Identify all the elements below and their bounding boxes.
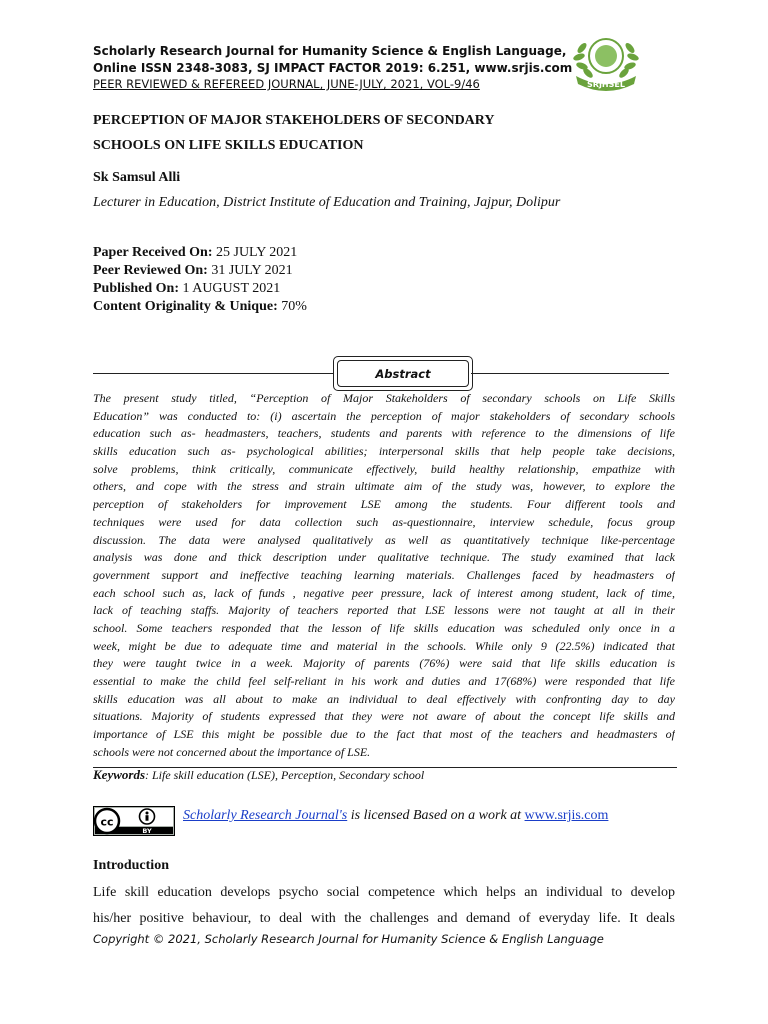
originality-label: Content Originality & Unique: — [93, 299, 278, 314]
abstract-divider-left — [93, 373, 333, 374]
received-value: 25 JULY 2021 — [216, 245, 298, 260]
published-row — [93, 280, 307, 298]
author-affiliation: Lecturer in Education, District Institute of Education and Training, Jajpur, Dolipur — [93, 195, 561, 210]
reviewed-label: Peer Reviewed On: — [93, 263, 208, 278]
received-label: Paper Received On: — [93, 245, 213, 260]
abstract-line: essential to make the child feel self-reliant in his work and duties and 17(68%) were responded that life — [93, 674, 675, 688]
abstract-line: lack of teaching staffs. Majority of teachers reported that LSE lessons were not taught at all in their — [93, 603, 675, 618]
journal-header — [93, 43, 573, 93]
introduction-heading: Introduction — [93, 858, 169, 873]
abstract-line: skills education such as- psychological abilities; interpersonal skills that help people take decisions, — [93, 444, 675, 459]
paper-title — [93, 108, 653, 158]
keywords-label: Keywords — [93, 767, 145, 782]
abstract-line: skills education was all about to make an individual to deal effectively with confronting day to day — [93, 691, 675, 706]
abstract-line: situations. Majority of students expressed that they were not aware of about the concept life skills and — [93, 709, 675, 724]
abstract-line: schools were not concerned about the importance of LSE. — [93, 744, 371, 759]
reviewed-row — [93, 262, 307, 280]
abstract-label: Abstract — [375, 366, 431, 381]
introduction-line-1: Life skill education develops psycho social competence which helps an individual to develop — [93, 885, 675, 900]
abstract-line: The present study titled, “Perception of Major Stakeholders of secondary schools on Life Skills — [93, 391, 675, 405]
originality-row — [93, 298, 307, 316]
cc-by-license-icon — [93, 806, 175, 836]
abstract-label-box — [333, 356, 473, 391]
author-name: Sk Samsul Alli — [93, 170, 181, 185]
originality-value: 70% — [281, 299, 307, 314]
paper-title-line-2: SCHOOLS ON LIFE SKILLS EDUCATION — [93, 138, 364, 153]
logo-text: SRJHSEL — [587, 80, 625, 89]
keywords-text: : Life skill education (LSE), Perception, Secondary school — [145, 768, 425, 782]
journal-issn: Online ISSN 2348-3083, SJ IMPACT FACTOR 2019: 6.251, www.srjis.com — [93, 61, 573, 75]
introduction-body — [93, 880, 675, 932]
abstract-line: discussion. The data were analysed qualitatively as well as quantitatively technique like-percentage — [93, 532, 675, 547]
published-value: 1 AUGUST 2021 — [182, 281, 281, 296]
copyright-footer: Copyright © 2021, Scholarly Research Journal for Humanity Science & English Language — [93, 932, 604, 946]
abstract-line: techniques were used for data collection such as-questionnaire, interview schedule, focus group — [93, 514, 675, 529]
license-statement — [183, 807, 608, 825]
publication-dates — [93, 244, 307, 316]
cc-by-label: BY — [142, 827, 152, 835]
abstract-line: Education” was conducted to: (i) ascertain the perception of major stakeholders of secondary schools — [93, 408, 675, 423]
abstract-line: others, and cope with the stress and strain ultimate aim of the study was, however, to explore the — [93, 479, 675, 494]
abstract-body — [93, 390, 675, 761]
published-label: Published On: — [93, 281, 179, 296]
license-text: is licensed Based on a work at — [347, 808, 525, 823]
abstract-line: importance of LSE this might be possible due to the fact that most of the teachers and headmasters of — [93, 727, 675, 742]
paper-title-line-1: PERCEPTION OF MAJOR STAKEHOLDERS OF SECONDARY — [93, 113, 495, 128]
journal-logo-icon — [568, 26, 644, 96]
journal-issue: PEER REVIEWED & REFEREED JOURNAL, JUNE-JULY, 2021, VOL-9/46 — [93, 77, 480, 91]
abstract-divider-right — [471, 373, 669, 374]
abstract-line: education such as- headmasters, teachers, students and parents with reference to the dimensions of life — [93, 426, 675, 441]
srjis-url-link[interactable]: www.srjis.com — [524, 808, 609, 823]
reviewed-value: 31 JULY 2021 — [211, 263, 293, 278]
abstract-line: each school such as, lack of funds , negative peer pressure, lack of interest among student, lack of time, — [93, 585, 675, 600]
journal-link[interactable]: Scholarly Research Journal's — [183, 808, 348, 823]
introduction-line-2: his/her positive behaviour, to deal with the challenges and demand of everyday life. It deals — [93, 911, 675, 926]
abstract-line: they were taught twice in a week. Majority of parents (76%) were said that life skills education is — [93, 656, 675, 671]
abstract-line: week, might be due to adequate time and material in the schools. While only 9 (22.5%) indicated that — [93, 638, 675, 653]
abstract-line: analysis was done and thick description under qualitative technique. The study examined that lack — [93, 550, 675, 565]
abstract-line: government support and ineffective teaching learning materials. Challenges faced by headmasters of — [93, 567, 675, 582]
journal-name: Scholarly Research Journal for Humanity Science & English Language, — [93, 44, 567, 58]
abstract-line: perception of stakeholders for improvement LSE among the students. Four different tools and — [93, 497, 675, 512]
abstract-line: school. Some teachers responded that the lesson of life skills education was scheduled only once in a — [93, 620, 675, 635]
received-row — [93, 244, 307, 262]
keywords — [93, 766, 424, 784]
abstract-line: solve problems, think critically, communicate effectively, build healthy relationship, empathize with — [93, 461, 675, 476]
svg-text:cc: cc — [100, 815, 114, 829]
